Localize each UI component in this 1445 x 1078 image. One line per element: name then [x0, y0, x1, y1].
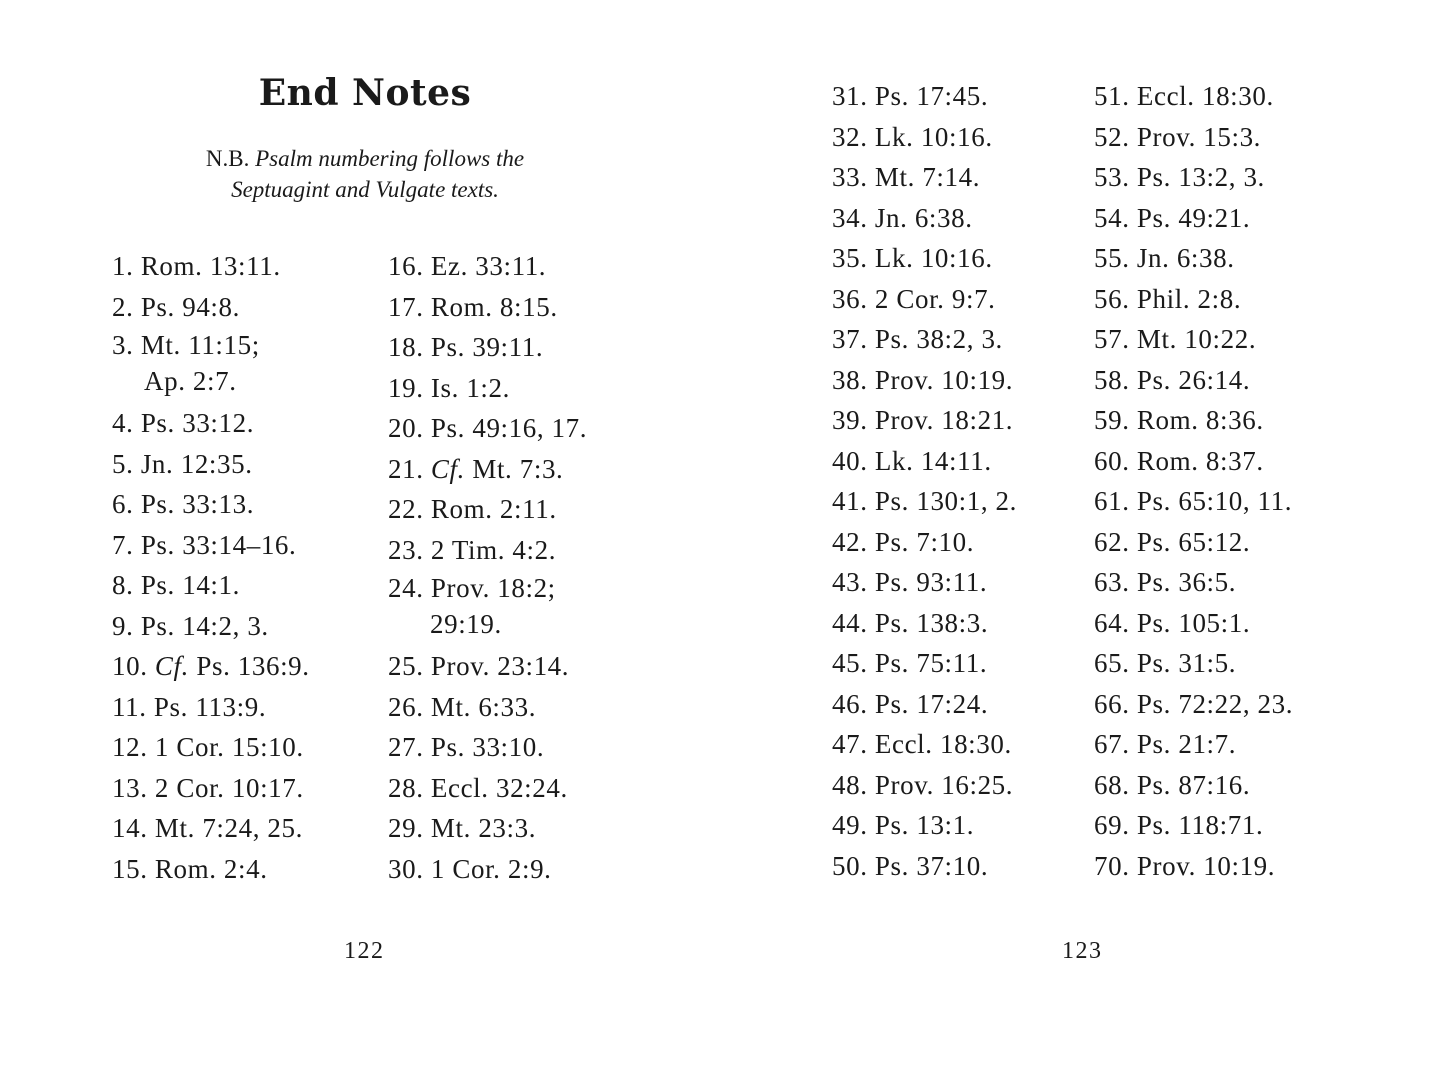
- end-note: [1094, 684, 1293, 725]
- end-note: [1094, 279, 1293, 320]
- note-number: 29.: [388, 813, 424, 843]
- note-reference: Jn. 6:38.: [1136, 243, 1235, 273]
- note-number: 40.: [832, 445, 868, 476]
- note-reference: Ps. 113:9.: [153, 691, 267, 722]
- end-note: [832, 238, 1017, 279]
- end-note: [388, 408, 587, 449]
- page-number: 123: [1062, 938, 1103, 964]
- end-note: [388, 327, 587, 368]
- end-note: [388, 449, 587, 490]
- note-reference: Ps. 94:8.: [140, 291, 240, 322]
- end-note: [1094, 360, 1293, 401]
- note-reference: Ps. 13:2, 3.: [1136, 162, 1265, 192]
- note-reference: Ps. 93:11.: [874, 567, 988, 597]
- note-number: 47.: [832, 729, 868, 759]
- note-reference: 1 Cor. 2:9.: [430, 853, 552, 884]
- note-number: 18.: [388, 332, 424, 362]
- end-note: [112, 687, 310, 728]
- note-number: 37.: [832, 324, 868, 354]
- note-number: 57.: [1094, 324, 1130, 354]
- note-reference: Ps. 33:14–16.: [140, 529, 297, 560]
- end-note: [112, 606, 310, 647]
- note-reference: Ps. 105:1.: [1136, 607, 1251, 638]
- note-number: 49.: [832, 810, 868, 840]
- note-number: 51.: [1094, 81, 1130, 111]
- nb-prefix: N.B.: [205, 146, 250, 171]
- note-number: 12.: [112, 732, 148, 762]
- page-title: End Notes: [258, 72, 472, 114]
- end-note: [1094, 846, 1293, 887]
- note-reference: Prov. 23:14.: [430, 651, 570, 681]
- note-number: 62.: [1094, 526, 1130, 557]
- end-note: [112, 444, 310, 485]
- note-number: 7.: [112, 529, 134, 560]
- note-reference: Mt. 11:15;: [140, 330, 260, 360]
- note-number: 27.: [388, 732, 424, 762]
- notes-column-2: [388, 246, 587, 889]
- end-note: [112, 287, 310, 328]
- end-note: [832, 846, 1017, 887]
- note-number: 60.: [1094, 445, 1130, 476]
- note-number: 20.: [388, 413, 424, 443]
- note-reference: Phil. 2:8.: [1136, 283, 1242, 314]
- note-reference: Ps. 33:13.: [140, 489, 255, 519]
- note-number: 64.: [1094, 607, 1130, 638]
- end-note: [1094, 157, 1293, 198]
- note-reference: Ps. 87:16.: [1136, 769, 1251, 800]
- note-reference: Ps. 17:45.: [874, 81, 989, 111]
- note-number: 44.: [832, 607, 868, 638]
- end-note: [832, 562, 1017, 603]
- note-number: 1.: [112, 251, 134, 281]
- note-reference-continued: Ap. 2:7.: [144, 366, 237, 396]
- note-number: 35.: [832, 243, 868, 273]
- note-number: 3.: [112, 330, 134, 360]
- note-number: 25.: [388, 651, 424, 681]
- note-reference: Ps. 33:12.: [140, 408, 255, 438]
- note-reference: Ps. 130:1, 2.: [874, 486, 1017, 516]
- note-reference: Ps. 49:16, 17.: [430, 413, 588, 443]
- note-reference: Mt. 7:24, 25.: [154, 813, 303, 843]
- note-number: 17.: [388, 291, 424, 322]
- end-note: [388, 530, 587, 571]
- note-reference: Prov. 18:2;: [430, 573, 556, 603]
- end-note: [388, 727, 587, 768]
- note-reference: Rom. 13:11.: [140, 251, 281, 281]
- nb-line-1: Psalm numbering follows the: [255, 146, 525, 171]
- note-reference: Ez. 33:11.: [430, 251, 547, 281]
- note-number: 31.: [832, 81, 868, 111]
- end-note: [1094, 805, 1293, 846]
- note-reference: Ps. 65:12.: [1136, 526, 1251, 557]
- end-note: [832, 279, 1017, 320]
- note-reference: Prov. 10:19.: [874, 364, 1014, 395]
- end-note: [112, 403, 310, 444]
- end-note: [1094, 724, 1293, 765]
- note-reference: Rom. 8:15.: [430, 291, 558, 322]
- end-note: [112, 525, 310, 566]
- end-note: [1094, 400, 1293, 441]
- note-reference: 2 Tim. 4:2.: [430, 534, 557, 565]
- note-number: 2.: [112, 291, 134, 322]
- note-number: 41.: [832, 486, 868, 516]
- end-note: [832, 157, 1017, 198]
- note-reference: Mt. 7:14.: [874, 162, 981, 192]
- end-note: [1094, 117, 1293, 158]
- note-reference: Ps. 17:24.: [874, 688, 989, 719]
- end-note: [112, 768, 310, 809]
- note-reference: Eccl. 18:30.: [874, 729, 1012, 759]
- note-reference: Ps. 118:71.: [1136, 810, 1264, 840]
- note-reference: Rom. 2:11.: [430, 494, 557, 524]
- note-number: 8.: [112, 570, 134, 600]
- end-note: [388, 368, 587, 409]
- note-reference: Rom. 8:36.: [1136, 405, 1264, 435]
- note-number: 39.: [832, 405, 868, 435]
- note-reference: Rom. 8:37.: [1136, 445, 1264, 476]
- note-number: 4.: [112, 408, 134, 438]
- end-note: [832, 684, 1017, 725]
- note-number: 32.: [832, 121, 868, 152]
- end-note: [1094, 441, 1293, 482]
- end-note: [112, 646, 310, 687]
- note-reference: Eccl. 32:24.: [430, 772, 568, 803]
- note-reference: Rom. 2:4.: [154, 853, 268, 884]
- note-number: 63.: [1094, 567, 1130, 597]
- note-reference: 2 Cor. 10:17.: [154, 772, 304, 803]
- note-reference: Prov. 18:21.: [874, 405, 1014, 435]
- end-note: [832, 481, 1017, 522]
- note-reference: Prov. 15:3.: [1136, 121, 1262, 152]
- note-reference: Ps. 39:11.: [430, 332, 544, 362]
- note-number: 5.: [112, 448, 134, 479]
- note-number: 21.: [388, 453, 424, 484]
- note-number: 61.: [1094, 486, 1130, 516]
- note-number: 46.: [832, 688, 868, 719]
- note-number: 68.: [1094, 769, 1130, 800]
- note-number: 10.: [112, 651, 148, 681]
- note-reference: Ps. 37:10.: [874, 850, 989, 881]
- right-page: [722, 0, 1445, 1078]
- note-number: 28.: [388, 772, 424, 803]
- note-number: 36.: [832, 283, 868, 314]
- note-number: 6.: [112, 489, 134, 519]
- nb-line-2: Septuagint and Vulgate texts.: [231, 177, 499, 202]
- note-number: 13.: [112, 772, 148, 803]
- note-cf: Cf.: [430, 453, 465, 484]
- note-reference: Ps. 26:14.: [1136, 364, 1251, 395]
- end-note: [388, 646, 587, 687]
- end-note: [1094, 76, 1293, 117]
- end-note: [112, 849, 310, 890]
- note-number: 38.: [832, 364, 868, 395]
- end-note: [1094, 481, 1293, 522]
- note-number: 43.: [832, 567, 868, 597]
- end-note: [1094, 603, 1293, 644]
- end-note: [832, 76, 1017, 117]
- note-reference: Ps. 38:2, 3.: [874, 324, 1003, 354]
- note-number: 67.: [1094, 729, 1130, 759]
- left-page: [0, 0, 722, 1078]
- end-note: [112, 327, 310, 403]
- note-reference: Jn. 12:35.: [140, 448, 253, 479]
- end-note: [1094, 319, 1293, 360]
- note-number: 26.: [388, 691, 424, 722]
- note-number: 69.: [1094, 810, 1130, 840]
- note-number: 19.: [388, 372, 424, 403]
- note-reference: Ps. 13:1.: [874, 810, 975, 840]
- note-reference: Lk. 10:16.: [874, 121, 993, 152]
- note-number: 45.: [832, 648, 868, 678]
- notes-column-3: [832, 76, 1017, 886]
- note-number: 22.: [388, 494, 424, 524]
- note-cf: Cf.: [154, 651, 189, 681]
- note-reference: Ps. 33:10.: [430, 732, 545, 762]
- end-note: [388, 287, 587, 328]
- note-number: 11.: [112, 691, 147, 722]
- note-number: 30.: [388, 853, 424, 884]
- note-number: 15.: [112, 853, 148, 884]
- note-reference: Ps. 14:1.: [140, 570, 240, 600]
- end-note: [1094, 643, 1293, 684]
- note-reference: Prov. 10:19.: [1136, 850, 1276, 881]
- note-number: 55.: [1094, 243, 1130, 273]
- note-reference: Jn. 6:38.: [874, 202, 973, 233]
- note-number: 59.: [1094, 405, 1130, 435]
- end-note: [112, 808, 310, 849]
- end-note: [1094, 238, 1293, 279]
- note-number: 16.: [388, 251, 424, 281]
- note-number: 42.: [832, 526, 868, 557]
- note-number: 65.: [1094, 648, 1130, 678]
- end-note: [1094, 765, 1293, 806]
- note-reference: Ps. 136:9.: [196, 651, 310, 681]
- end-note: [112, 565, 310, 606]
- end-note: [388, 768, 587, 809]
- note-reference: Is. 1:2.: [430, 372, 510, 403]
- note-number: 53.: [1094, 162, 1130, 192]
- note-reference: Ps. 36:5.: [1136, 567, 1237, 597]
- note-reference: Lk. 14:11.: [874, 445, 992, 476]
- end-note: [112, 484, 310, 525]
- note-number: 66.: [1094, 688, 1130, 719]
- end-note: [832, 198, 1017, 239]
- end-note: [112, 246, 310, 287]
- end-note: [832, 643, 1017, 684]
- end-note: [832, 400, 1017, 441]
- note-number: 52.: [1094, 121, 1130, 152]
- note-reference: 2 Cor. 9:7.: [874, 283, 996, 314]
- note-number: 48.: [832, 769, 868, 800]
- note-reference: Mt. 10:22.: [1136, 324, 1257, 354]
- note-reference: Ps. 49:21.: [1136, 202, 1251, 233]
- end-note: [388, 246, 587, 287]
- end-note: [832, 724, 1017, 765]
- note-reference: Ps. 138:3.: [874, 607, 989, 638]
- end-note: [832, 805, 1017, 846]
- page-number: 122: [344, 938, 385, 964]
- note-reference: 1 Cor. 15:10.: [154, 732, 304, 762]
- note-number: 58.: [1094, 364, 1130, 395]
- end-note: [832, 441, 1017, 482]
- end-note: [832, 765, 1017, 806]
- note-reference: Lk. 10:16.: [874, 243, 993, 273]
- notes-column-4: [1094, 76, 1293, 886]
- note-reference: Ps. 75:11.: [874, 648, 988, 678]
- note-reference: Ps. 72:22, 23.: [1136, 688, 1294, 719]
- end-note: [1094, 562, 1293, 603]
- note-number: 34.: [832, 202, 868, 233]
- note-reference: Mt. 7:3.: [472, 453, 564, 484]
- note-number: 56.: [1094, 283, 1130, 314]
- note-reference: Eccl. 18:30.: [1136, 81, 1274, 111]
- note-reference: Ps. 7:10.: [874, 526, 975, 557]
- end-note: [388, 849, 587, 890]
- end-note: [388, 687, 587, 728]
- end-note: [832, 603, 1017, 644]
- note-reference: Ps. 21:7.: [1136, 729, 1237, 759]
- end-note: [1094, 522, 1293, 563]
- end-note: [832, 522, 1017, 563]
- note-number: 33.: [832, 162, 868, 192]
- note-number: 9.: [112, 610, 134, 641]
- note-reference: Ps. 65:10, 11.: [1136, 486, 1293, 516]
- end-note: [1094, 198, 1293, 239]
- note-reference-continued: 29:19.: [430, 609, 502, 639]
- note-number: 14.: [112, 813, 148, 843]
- note-number: 24.: [388, 573, 424, 603]
- note-reference: Mt. 23:3.: [430, 813, 537, 843]
- nota-bene: [160, 143, 570, 205]
- note-number: 70.: [1094, 850, 1130, 881]
- end-note: [112, 727, 310, 768]
- end-note: [388, 489, 587, 530]
- notes-column-1: [112, 246, 310, 889]
- note-reference: Ps. 14:2, 3.: [140, 610, 269, 641]
- note-reference: Mt. 6:33.: [430, 691, 537, 722]
- note-number: 50.: [832, 850, 868, 881]
- end-note: [388, 570, 587, 646]
- end-note: [832, 319, 1017, 360]
- end-note: [832, 117, 1017, 158]
- note-reference: Prov. 16:25.: [874, 769, 1014, 800]
- note-reference: Ps. 31:5.: [1136, 648, 1237, 678]
- end-note: [388, 808, 587, 849]
- end-note: [832, 360, 1017, 401]
- note-number: 54.: [1094, 202, 1130, 233]
- note-number: 23.: [388, 534, 424, 565]
